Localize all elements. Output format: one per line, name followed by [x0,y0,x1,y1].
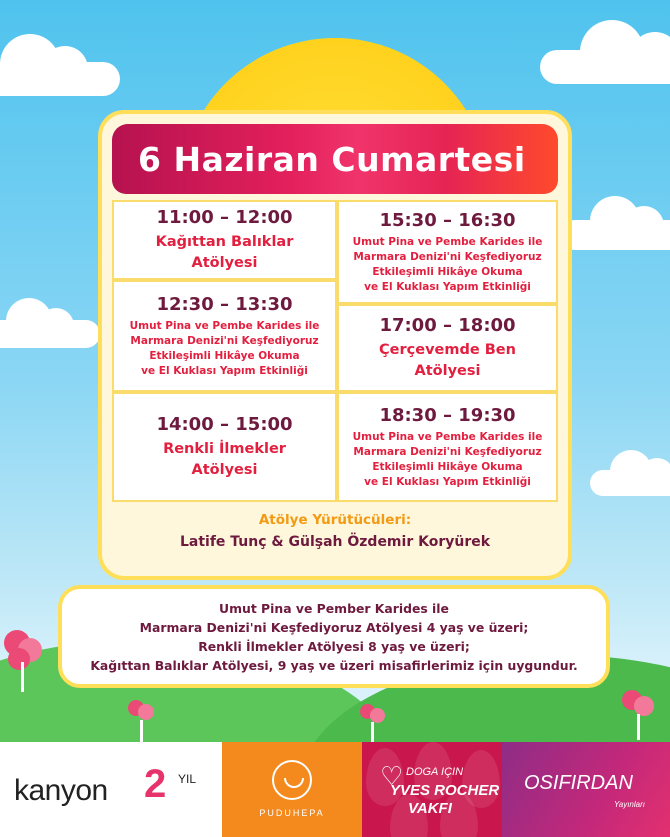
cloud-graphic [0,62,120,96]
workshop-description: ve El Kuklası Yapım Etkinliği [364,280,531,293]
puduhepa-emblem-icon [272,760,312,800]
date-header [112,124,558,194]
workshop-description: Umut Pina ve Pembe Karides ile [352,430,543,443]
schedule-item [112,280,337,392]
workshop-description: ve El Kuklası Yapım Etkinliği [141,364,308,377]
workshop-title: Atölyesi [191,461,258,478]
workshop-description: Etkileşimli Hikâye Okuma [372,265,523,278]
workshop-title: Atölyesi [191,254,258,271]
workshop-title: Kağıttan Balıklar [155,233,294,250]
schedule-grid [112,200,558,502]
workshop-description: Marmara Denizi'ni Keşfediyoruz [353,250,542,263]
kanyon-anniversary-number: 2 [144,762,167,806]
yves-rocher-line: DOGA IÇIN [406,766,464,778]
staff-label: Atölye Yürütücüleri: [258,512,412,528]
sponsor-footer [0,742,670,837]
workshop-title: Atölyesi [414,362,481,379]
note-line: Kağıttan Balıklar Atölyesi, 9 yaş ve üzeri misafirlerimiz için uygundur. [90,657,578,673]
tree-graphic [126,700,156,742]
workshop-description: Etkileşimli Hikâye Okuma [149,349,300,362]
workshop-title: Renkli İlmekler [163,440,286,457]
tree-graphic [0,630,44,692]
note-line: Renkli İlmekler Atölyesi 8 yaş ve üzeri; [198,638,470,654]
time-slot: 17:00 – 18:00 [379,314,516,336]
sifirdan-wordmark: OSIFIRDAN [524,772,633,794]
schedule-card [98,110,572,580]
workshop-title: Çerçevemde Ben [379,341,516,358]
yves-rocher-line: VAKFI [408,800,452,817]
schedule-item [337,200,558,304]
schedule-item [112,200,337,280]
tree-graphic [620,690,656,740]
kanyon-wordmark: kanyon [14,774,108,807]
staff-names: Latife Tunç & Gülşah Özdemir Koryürek [179,534,491,550]
yves-rocher-logo [362,742,502,837]
workshop-description: Umut Pina ve Pembe Karides ile [129,319,320,332]
sifirdan-subtitle: Yayınları [614,800,645,809]
kanyon-logo [0,742,222,837]
workshop-description: ve El Kuklası Yapım Etkinliği [364,475,531,488]
time-slot: 14:00 – 15:00 [156,413,293,435]
staff-section [112,506,558,562]
schedule-item [337,304,558,392]
time-slot: 12:30 – 13:30 [156,293,293,315]
workshop-description: Umut Pina ve Pembe Karides ile [352,235,543,248]
yves-rocher-line: YVES ROCHER [390,782,500,799]
cloud-graphic [0,320,100,348]
time-slot: 11:00 – 12:00 [156,206,293,228]
time-slot: 15:30 – 16:30 [379,209,516,231]
cloud-graphic [590,470,670,496]
schedule-item [112,392,337,502]
puduhepa-wordmark: PUDUHEPA [259,808,325,818]
workshop-description: Etkileşimli Hikâye Okuma [372,460,523,473]
tree-graphic [358,704,386,742]
schedule-item [337,392,558,502]
time-slot: 18:30 – 19:30 [379,404,516,426]
note-line: Umut Pina ve Pember Karides ile [219,600,449,616]
sifirdan-logo [502,742,670,837]
kanyon-year-suffix: YIL [178,772,197,786]
note-line: Marmara Denizi'ni Keşfediyoruz Atölyesi 4 yaş ve üzeri; [139,619,529,635]
puduhepa-logo [222,742,362,837]
cloud-graphic [540,50,670,84]
page-title: 6 Haziran Cumartesi [138,139,526,179]
heart-icon: ♡ [380,762,404,792]
workshop-description: Marmara Denizi'ni Keşfediyoruz [130,334,319,347]
age-info-note [58,585,610,688]
cloud-graphic [560,220,670,250]
workshop-description: Marmara Denizi'ni Keşfediyoruz [353,445,542,458]
